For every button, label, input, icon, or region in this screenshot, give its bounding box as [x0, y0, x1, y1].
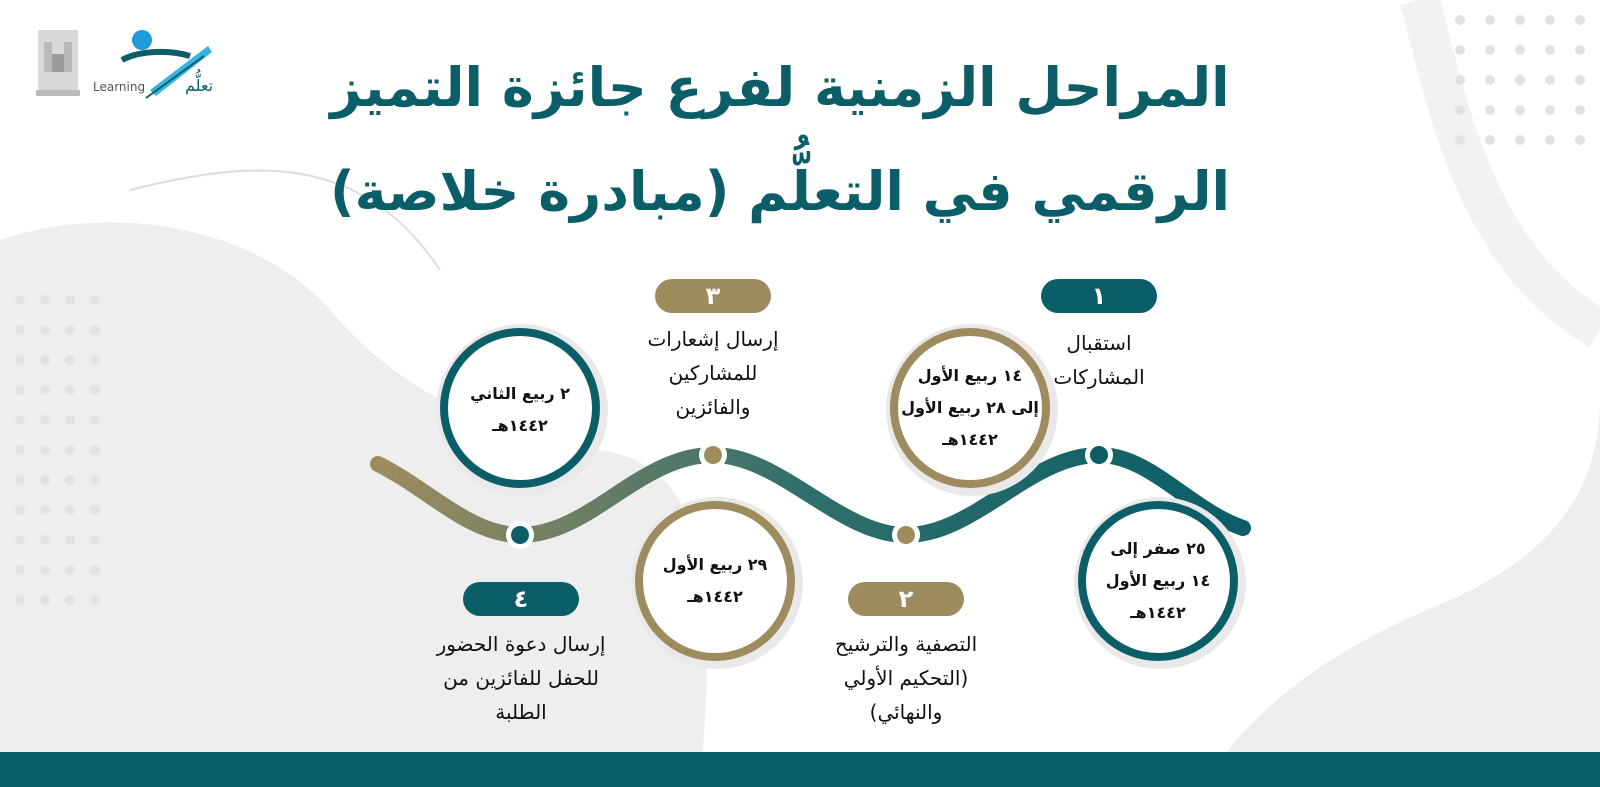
- step-4-label: إرسال دعوة الحضور للحفل للفائزين من الطلبة: [436, 632, 606, 724]
- university-seal-icon: [36, 30, 80, 96]
- bottom-bar: [0, 752, 1600, 787]
- step-3-date: ٢٩ ربيع الأول ١٤٤٢هـ: [662, 555, 768, 606]
- step-2-label: التصفية والترشيح (التحكيم الأولي والنهائي): [834, 632, 978, 724]
- page-title-line2: الرقمي في التعلُّم (مبادرة خلاصة): [329, 160, 1231, 223]
- step-2-badge: ٢: [848, 582, 964, 616]
- step-1-label: استقبال المشاركات: [1053, 331, 1145, 389]
- logo-arabic-text: تعلُّم: [185, 76, 214, 95]
- logos: [30, 20, 240, 110]
- step-2-date: ١٤ ربيع الأول إلى ٢٨ ربيع الأول ١٤٤٢هـ: [901, 366, 1039, 449]
- step-3-badge: ٣: [655, 279, 771, 313]
- logo-learning-text: Learning: [93, 80, 146, 94]
- step-1-date: ٢٥ صفر إلى ١٤ ربيع الأول ١٤٤٢هـ: [1105, 539, 1211, 622]
- step-4-date: ٢ ربيع الثاني ١٤٤٢هـ: [470, 384, 570, 435]
- step-1-badge: ١: [1041, 279, 1157, 313]
- step-3-label: إرسال إشعارات للمشاركين والفائزين: [647, 327, 779, 419]
- page-title-line1: المراحل الزمنية لفرع جائزة التميز: [330, 56, 1230, 119]
- step-4-badge: ٤: [463, 582, 579, 616]
